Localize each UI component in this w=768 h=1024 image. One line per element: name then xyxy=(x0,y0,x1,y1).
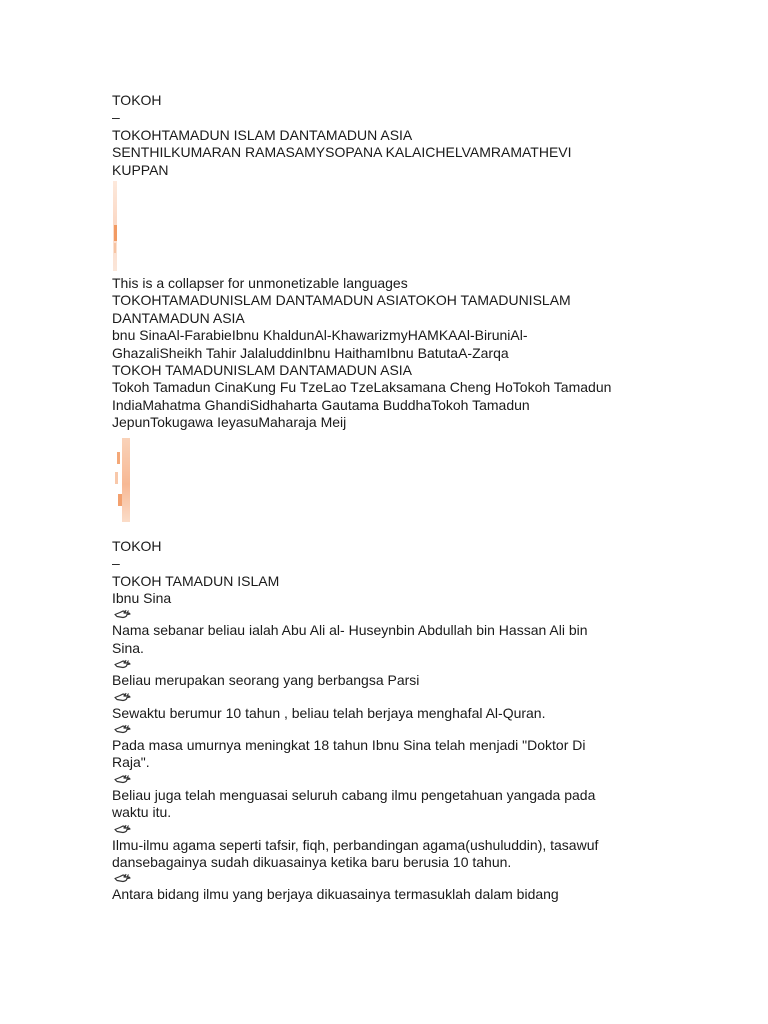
bullet-text-line: Raja". xyxy=(112,754,150,771)
bullet-text-line: Ilmu-ilmu agama seperti tafsir, fiqh, perbandingan agama(ushuluddin), tasawuf xyxy=(112,836,599,853)
authors-line-2: KUPPAN xyxy=(112,161,169,178)
decorative-image-middle xyxy=(112,438,138,522)
heading-1b: DANTAMADUN ASIA xyxy=(112,309,245,326)
doc-title: TOKOH xyxy=(112,92,162,108)
section-heading: TOKOH TAMADUN ISLAM xyxy=(112,572,280,589)
bullet-text-line: Pada masa umurnya meningkat 18 tahun Ibnu Sina telah menjadi "Doktor Di xyxy=(112,736,586,753)
bullet-text-line: dansebagainya sudah dikuasainya ketika baru berusia 10 tahun. xyxy=(112,853,512,870)
bullet-text-line: Nama sebanar beliau ialah Abu Ali al- Huseynbin Abdullah bin Hassan Ali bin xyxy=(112,622,588,639)
bullet-text-line: waktu itu. xyxy=(112,804,172,821)
title-dash: – xyxy=(112,109,120,126)
heading-1a: TOKOHTAMADUNISLAM DANTAMADUN ASIATOKOH TAMADUNISLAM xyxy=(112,292,571,309)
hand-pointer-icon xyxy=(114,658,132,670)
bullet-item xyxy=(112,723,657,772)
names-2a: Tokoh Tamadun CinaKung Fu TzeLao TzeLaksamana Cheng HoTokoh Tamadun xyxy=(112,379,612,396)
person-name: Ibnu Sina xyxy=(112,589,172,606)
bullet-item xyxy=(112,872,657,903)
bullet-list xyxy=(112,608,657,903)
collapser-text: This is a collapser for unmonetizable languages xyxy=(112,275,408,292)
section-title: TOKOH xyxy=(112,537,162,554)
authors-line-1: SENTHILKUMARAN RAMASAMYSOPANA KALAICHELVAMRAMATHEVI xyxy=(112,144,572,161)
doc-subtitle: TOKOHTAMADUN ISLAM DANTAMADUN ASIA xyxy=(112,126,413,143)
document-page xyxy=(112,92,657,904)
bullet-text-line: Antara bidang ilmu yang berjaya dikuasainya termasuklah dalam bidang xyxy=(112,886,559,903)
heading-2: TOKOH TAMADUNISLAM DANTAMADUN ASIA xyxy=(112,362,413,379)
bullet-text-line: Beliau merupakan seorang yang berbangsa Parsi xyxy=(112,672,420,689)
hand-pointer-icon xyxy=(114,773,132,785)
bullet-item xyxy=(112,608,657,657)
hand-pointer-icon xyxy=(114,823,132,835)
bullet-text-line: Beliau juga telah menguasai seluruh cabang ilmu pengetahuan yangada pada xyxy=(112,786,596,803)
hand-pointer-icon xyxy=(114,723,132,735)
hand-pointer-icon xyxy=(114,872,132,884)
names-2c: JepunTokugawa IeyasuMaharaja Meij xyxy=(112,414,347,431)
section-dash: – xyxy=(112,555,120,572)
names-2b: IndiaMahatma GhandiSidhaharta Gautama BuddhaTokoh Tamadun xyxy=(112,396,530,413)
bullet-item xyxy=(112,691,657,722)
bullet-text-line: Sewaktu berumur 10 tahun , beliau telah berjaya menghafal Al-Quran. xyxy=(112,704,546,721)
names-1a: bnu SinaAl-FarabieIbnu KhaldunAl-KhawarizmyHAMKAAl-BiruniAl- xyxy=(112,327,528,344)
decorative-image-top xyxy=(112,181,132,275)
bullet-item xyxy=(112,658,657,689)
names-1b: GhazaliSheikh Tahir JalaluddinIbnu HaithamIbnu BatutaA-Zarqa xyxy=(112,344,509,361)
bullet-item xyxy=(112,773,657,822)
hand-pointer-icon xyxy=(114,608,132,620)
bullet-text-line: Sina. xyxy=(112,639,144,656)
hand-pointer-icon xyxy=(114,691,132,703)
bullet-item xyxy=(112,823,657,872)
